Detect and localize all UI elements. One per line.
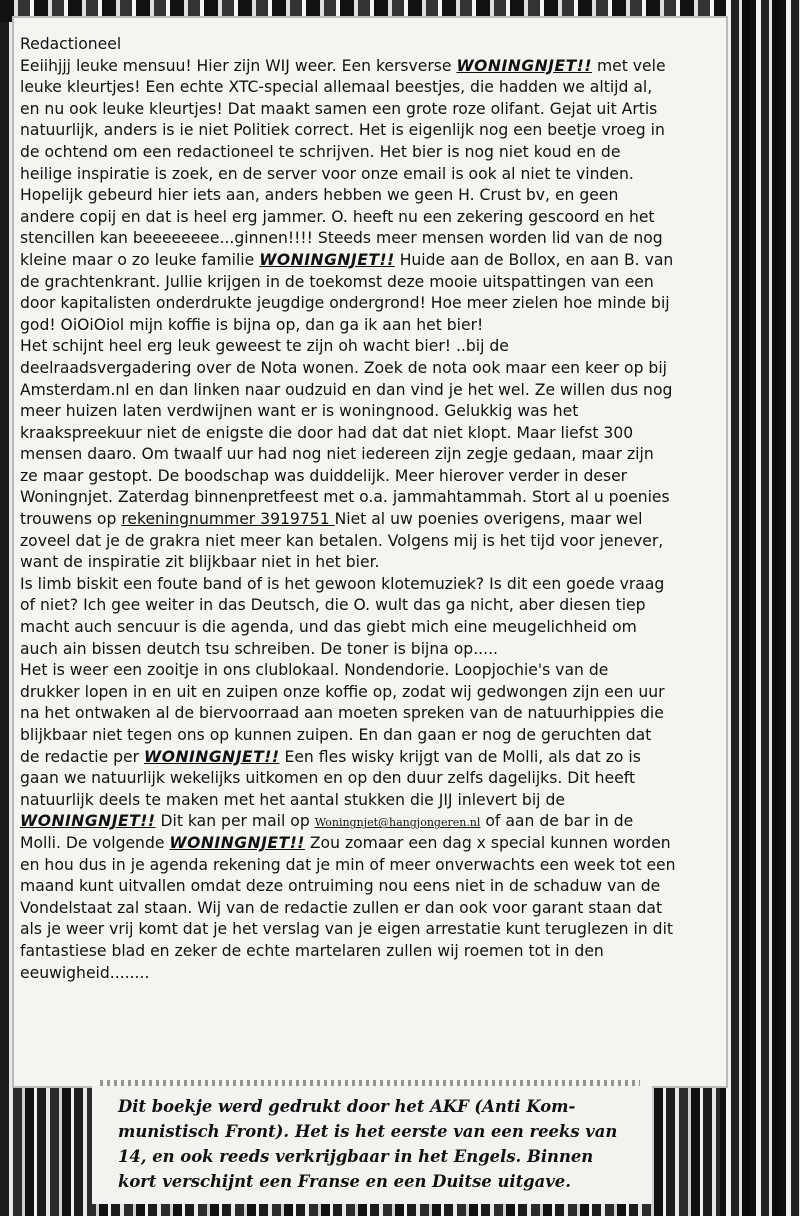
line-text: maand kunt uitvallen omdat deze ontruiming nou eens niet in de schaduw van de bbox=[20, 877, 661, 896]
editorial-line bbox=[20, 423, 710, 445]
editorial-line bbox=[20, 963, 710, 985]
line-text: blijkbaar niet tegen ons op kunnen zuipen. En dan gaan er nog de geruchten dat bbox=[20, 726, 652, 744]
editorial-line bbox=[20, 682, 710, 704]
line-text: Een fles wisky krijgt van de Molli, als dat zo is bbox=[279, 747, 641, 766]
editorial-line bbox=[20, 574, 710, 596]
line-text: Is limb biskit een foute band of is het gewoon klotemuziek? Is dit een goede vraag bbox=[20, 574, 665, 593]
woningnjet-logo-text: WONINGNJET!! bbox=[20, 812, 156, 831]
line-text: drukker lopen in en uit en zuipen onze koffie op, zodat wij gedwongen zijn een uur bbox=[20, 682, 665, 701]
footer-line: 14, en ook reeds verkrijgbaar in het Engels. Binnen bbox=[118, 1147, 594, 1166]
editorial-line bbox=[20, 185, 710, 207]
editorial-line bbox=[20, 207, 710, 229]
footer-line: Dit boekje werd gedrukt door het AKF (Anti Kom- bbox=[118, 1097, 576, 1116]
line-text: heilige inspiratie is zoek, en de server voor onze email is ook al niet te vinden. bbox=[20, 164, 634, 183]
line-text: kraakspreekuur niet de enigste die door had dat dat niet klopt. Maar liefst 300 bbox=[20, 423, 634, 442]
line-text: Eeiihjjj leuke mensuu! Hier zijn WIJ weer. Een kersverse bbox=[20, 56, 457, 75]
editorial-line bbox=[20, 811, 710, 833]
editorial-line bbox=[20, 444, 710, 466]
editorial-line bbox=[20, 272, 710, 294]
line-text: de ochtend om een redactioneel te schrijven. Het bier is nog niet koud en de bbox=[20, 142, 621, 161]
editorial-line bbox=[20, 509, 710, 531]
editorial-line bbox=[20, 142, 710, 164]
footer-line: kort verschijnt een Franse en een Duitse uitgave. bbox=[118, 1172, 571, 1191]
woningnjet-logo-text: WONINGNJET!! bbox=[259, 250, 395, 269]
editorial-line bbox=[20, 855, 710, 877]
line-text: Hopelijk gebeurd hier iets aan, anders hebben we geen H. Crust bv, en geen bbox=[20, 186, 619, 205]
editorial-line bbox=[20, 164, 710, 186]
line-text: Woningnjet. Zaterdag binnenpretfeest met o.a. jammahtammah. Stort al u poenies bbox=[20, 488, 670, 507]
line-text: de redactie per bbox=[20, 747, 144, 766]
line-text: eeuwigheid........ bbox=[20, 963, 150, 982]
editorial-line bbox=[20, 639, 710, 661]
editorial-line bbox=[20, 487, 710, 509]
editorial-line bbox=[20, 552, 710, 574]
account-number: rekeningnummer 3919751 bbox=[121, 510, 335, 529]
line-text: Molli. De volgende bbox=[20, 833, 170, 852]
editorial-text bbox=[20, 34, 710, 984]
line-text: zoveel dat je de grakra niet meer kan betalen. Volgens mij is het tijd voor jenever, bbox=[20, 531, 664, 550]
line-text: deelraadsvergadering over de Nota wonen. Zoek de nota ook maar een keer op bij bbox=[20, 358, 667, 377]
editorial-line bbox=[20, 747, 710, 769]
line-text: kleine maar o zo leuke familie bbox=[20, 250, 260, 269]
editorial-line bbox=[20, 336, 710, 358]
editorial-line bbox=[20, 56, 710, 78]
line-text: Dit kan per mail op bbox=[155, 812, 315, 831]
email-address: Woningnjet@hangjongeren.nl bbox=[314, 816, 481, 830]
editorial-line bbox=[20, 790, 710, 812]
woningnjet-logo-text: WONINGNJET!! bbox=[169, 833, 305, 852]
editorial-line bbox=[20, 876, 710, 898]
line-text: want de inspiratie zit blijkbaar niet in het bier. bbox=[20, 553, 380, 572]
line-text: leuke kleurtjes! Een echte XTC-special allemaal beestjes, die hadden we altijd al, bbox=[20, 78, 653, 97]
editorial-line bbox=[20, 531, 710, 553]
line-text: auch ain bissen deutch tsu schreiben. De toner is bijna op..... bbox=[20, 639, 498, 658]
editorial-line bbox=[20, 401, 710, 423]
editorial-line bbox=[20, 898, 710, 920]
line-text: Zou zomaar een dag x special kunnen worden bbox=[304, 833, 671, 852]
editorial-line bbox=[20, 228, 710, 250]
editorial-line bbox=[20, 660, 710, 682]
line-text: macht auch sencuur is die agenda, und das giebt mich eine meugelichheid om bbox=[20, 618, 637, 637]
line-text: natuurlijk deels te maken met het aantal stukken die JIJ inlevert bij de bbox=[20, 790, 565, 809]
editorial-line bbox=[20, 250, 710, 272]
line-text: als je weer vrij komt dat je het verslag van je eigen arrestatie kunt teruglezen in dit bbox=[20, 920, 674, 939]
editorial-line bbox=[20, 77, 710, 99]
editorial-heading: Redactioneel bbox=[20, 35, 122, 53]
editorial-line bbox=[20, 919, 710, 941]
woningnjet-logo-text: WONINGNJET!! bbox=[456, 56, 592, 75]
editorial-line bbox=[20, 380, 710, 402]
line-text: mensen daaro. Om twaalf uur had nog niet iedereen zijn zegje gedaan, maar zijn bbox=[20, 445, 654, 464]
line-text: Amsterdam.nl en dan linken naar oudzuid en dan vind je het wel. Ze willen dus nog bbox=[20, 380, 673, 399]
editorial-line bbox=[20, 99, 710, 121]
editorial-line bbox=[20, 315, 710, 337]
editorial-line bbox=[20, 617, 710, 639]
line-text: Vondelstaat zal staan. Wij van de redactie zullen er dan ook voor garant staan dat bbox=[20, 898, 663, 917]
footer-line: munistisch Front). Het is het eerste van een reeks van bbox=[118, 1122, 618, 1141]
line-text: en nu ook leuke kleurtjes! Dat maakt samen een grote roze olifant. Gejat uit Artis bbox=[20, 99, 658, 118]
line-text: met vele bbox=[592, 56, 666, 75]
line-text: Het is weer een zooitje in ons clublokaal. Nondendorie. Loopjochie's van de bbox=[20, 661, 609, 680]
editorial-line bbox=[20, 358, 710, 380]
footer-text bbox=[118, 1094, 648, 1194]
editorial-line bbox=[20, 595, 710, 617]
editorial-line bbox=[20, 833, 710, 855]
editorial-line bbox=[20, 293, 710, 315]
editorial-line bbox=[20, 703, 710, 725]
editorial-body bbox=[20, 56, 710, 985]
line-text: Huide aan de Bollox, en aan B. van bbox=[394, 250, 674, 269]
line-text: andere copij en dat is heel erg jammer. O. heeft nu een zekering gescoord en het bbox=[20, 207, 655, 226]
right-stripe-edge bbox=[720, 0, 800, 1216]
editorial-line bbox=[20, 725, 710, 747]
line-text: fantastiese blad en zeker de echte martelaren zullen wij roemen tot in den bbox=[20, 941, 604, 960]
woningnjet-logo-text: WONINGNJET!! bbox=[144, 747, 280, 766]
editorial-line bbox=[20, 466, 710, 488]
line-text: Het schijnt heel erg leuk geweest te zijn oh wacht bier! ..bij de bbox=[20, 337, 509, 356]
editorial-line bbox=[20, 941, 710, 963]
line-text: meer huizen laten verdwijnen want er is woningnood. Gelukkig was het bbox=[20, 402, 579, 421]
line-text: god! OiOiOiol mijn koffie is bijna op, dan ga ik aan het bier! bbox=[20, 315, 484, 334]
line-text: of niet? Ich gee weiter in das Deutsch, die O. wult das ga nicht, aber diesen tiep bbox=[20, 596, 646, 615]
line-text: door kapitalisten onderdrukte jeugdige ondergrond! Hoe meer zielen hoe minde bij bbox=[20, 294, 670, 313]
line-text: na het ontwaken al de biervoorraad aan moeten spreken van de natuurhippies die bbox=[20, 704, 664, 723]
line-text: stencillen kan beeeeeeee...ginnen!!!! Steeds meer mensen worden lid van de nog bbox=[20, 229, 663, 248]
editorial-line bbox=[20, 768, 710, 790]
line-text: de grachtenkrant. Jullie krijgen in de toekomst deze mooie uitspattingen van een bbox=[20, 272, 654, 291]
line-text: Niet al uw poenies overigens, maar wel bbox=[334, 510, 643, 529]
line-text: gaan we natuurlijk wekelijks uitkomen en op den duur zelfs dagelijks. Dit heeft bbox=[20, 769, 636, 788]
line-text: trouwens op bbox=[20, 510, 122, 529]
line-text: of aan de bar in de bbox=[480, 812, 634, 831]
editorial-line bbox=[20, 120, 710, 142]
line-text: ze maar gestopt. De boodschap was duiddelijk. Meer hierover verder in deser bbox=[20, 466, 628, 485]
line-text: natuurlijk, anders is ie niet Politiek correct. Het is eigenlijk nog een beetje vroeg in bbox=[20, 121, 665, 140]
line-text: en hou dus in je agenda rekening dat je min of meer onverwachts een week tot een bbox=[20, 855, 676, 874]
